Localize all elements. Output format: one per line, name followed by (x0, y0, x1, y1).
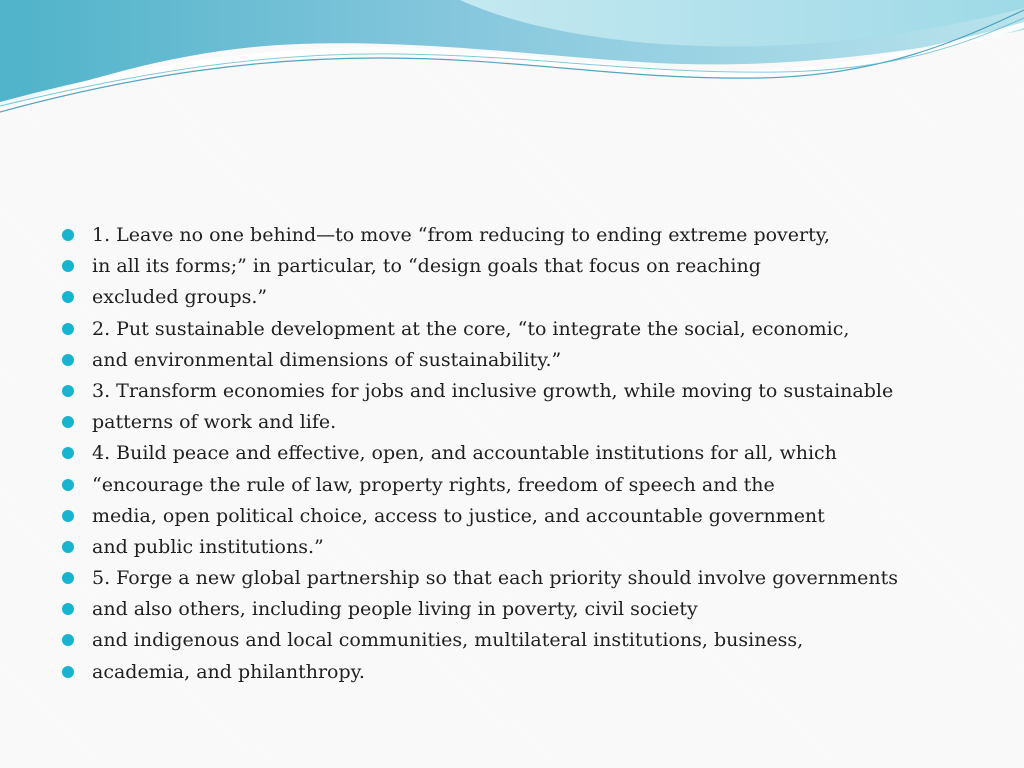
bullet-text: and public institutions.” (92, 535, 324, 558)
bullet-text: media, open political choice, access to justice, and accountable government (92, 504, 825, 527)
bullet-list (60, 220, 898, 688)
list-item (60, 470, 898, 501)
list-item (60, 345, 898, 376)
bullet-text: and environmental dimensions of sustainability.” (92, 348, 562, 371)
bullet-text: and also others, including people living in poverty, civil society (92, 598, 698, 621)
bullet-text: 2. Put sustainable development at the core, “to integrate the social, economic, (92, 317, 850, 340)
bullet-dot-icon (62, 260, 74, 272)
bullet-text: patterns of work and life. (92, 411, 337, 434)
wave-header-decoration (0, 0, 1024, 130)
list-item (60, 314, 898, 345)
list-item (60, 251, 898, 282)
list-item (60, 657, 898, 688)
bullet-dot-icon (62, 634, 74, 646)
list-item (60, 594, 898, 625)
bullet-text: 4. Build peace and effective, open, and accountable institutions for all, which (92, 442, 837, 465)
list-item (60, 625, 898, 656)
bullet-text: academia, and philanthropy. (92, 660, 365, 683)
list-item (60, 407, 898, 438)
bullet-text: excluded groups.” (92, 286, 268, 309)
bullet-dot-icon (62, 447, 74, 459)
bullet-dot-icon (62, 385, 74, 397)
bullet-text: 5. Forge a new global partnership so that each priority should involve governments (92, 567, 898, 590)
bullet-dot-icon (62, 572, 74, 584)
bullet-text: 1. Leave no one behind—to move “from reducing to ending extreme poverty, (92, 224, 831, 246)
list-item (60, 376, 898, 407)
list-item (60, 438, 898, 469)
list-item (60, 563, 898, 594)
bullet-text: “encourage the rule of law, property rights, freedom of speech and the (92, 473, 775, 496)
bullet-dot-icon (62, 479, 74, 491)
list-item (60, 532, 898, 563)
bullet-text: in all its forms;” in particular, to “design goals that focus on reaching (92, 255, 761, 278)
bullet-dot-icon (62, 541, 74, 553)
bullet-dot-icon (62, 291, 74, 303)
list-item (60, 501, 898, 532)
bullet-text: 3. Transform economies for jobs and inclusive growth, while moving to sustainable (92, 379, 894, 402)
bullet-text: and indigenous and local communities, multilateral institutions, business, (92, 629, 804, 652)
bullet-dot-icon (62, 229, 74, 241)
list-item (60, 282, 898, 313)
bullet-dot-icon (62, 666, 74, 678)
bullet-dot-icon (62, 354, 74, 366)
list-item (60, 220, 898, 251)
bullet-dot-icon (62, 416, 74, 428)
bullet-dot-icon (62, 323, 74, 335)
bullet-dot-icon (62, 603, 74, 615)
bullet-dot-icon (62, 510, 74, 522)
